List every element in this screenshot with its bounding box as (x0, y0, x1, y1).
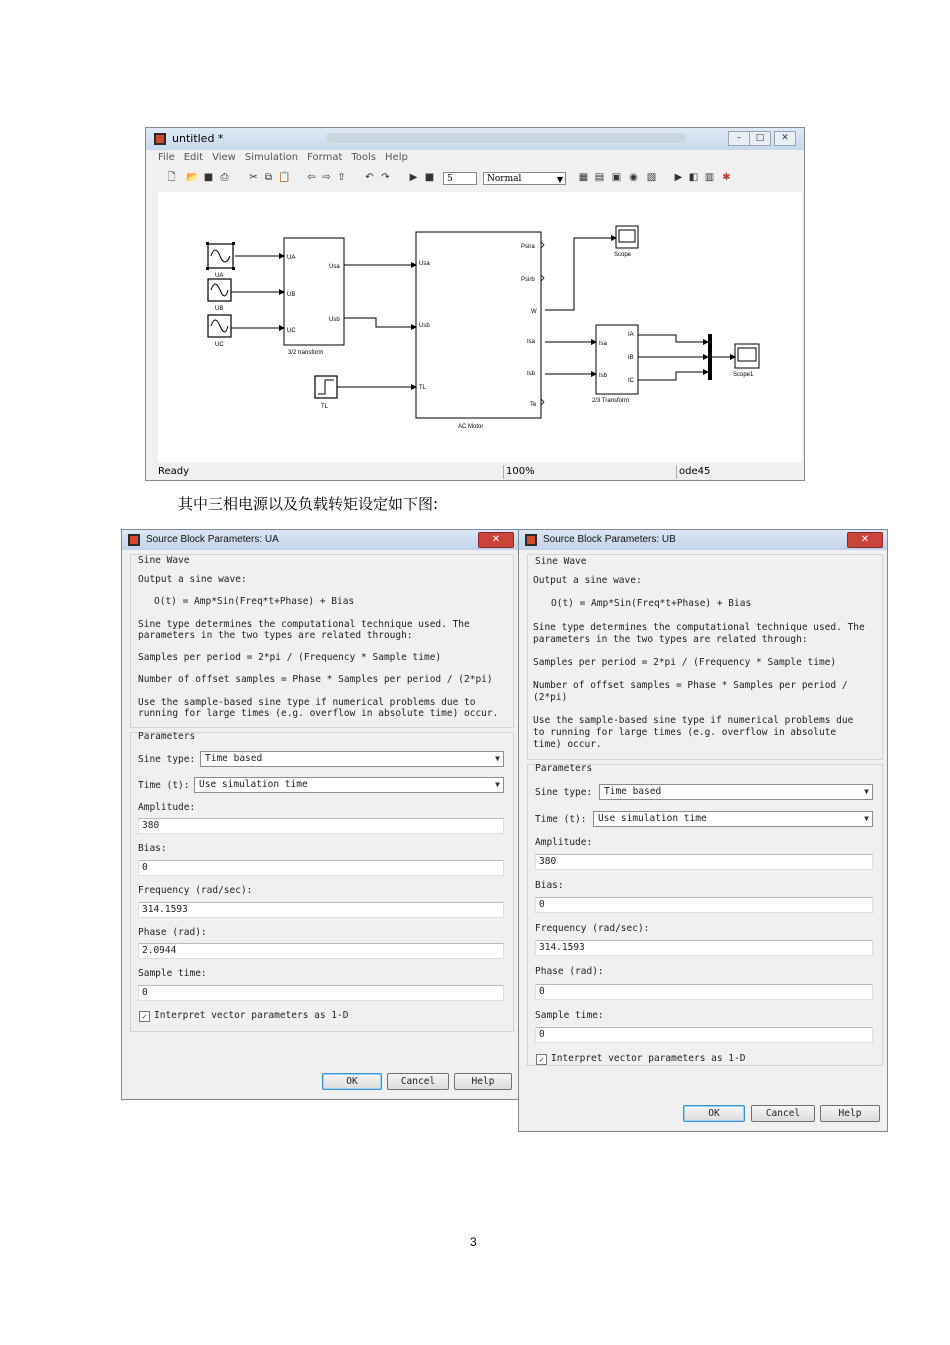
block-diagram (158, 192, 802, 462)
label-ua: UA (215, 273, 224, 279)
status-bar (146, 464, 804, 480)
sample-time-input[interactable]: 0 (138, 985, 504, 1001)
close-button[interactable]: ✕ (847, 532, 883, 548)
dialog-title: Source Block Parameters: UA (146, 534, 279, 545)
block-type-label: Sine Wave (535, 556, 587, 567)
motor-in-tl: TL (419, 385, 427, 391)
matlab-app-icon (128, 534, 140, 546)
menu-bar (158, 152, 417, 163)
sample-time-label: Sample time: (138, 968, 207, 979)
sample-time-input[interactable]: 0 (535, 1027, 873, 1043)
sine-block-uc[interactable] (208, 315, 231, 337)
caption-text: 其中三相电源以及负载转矩设定如下图: (178, 495, 439, 513)
chevron-down-icon: ▼ (864, 814, 869, 823)
formula-text: O(t) = Amp*Sin(Freq*t+Phase) + Bias (154, 596, 355, 607)
motor-out-psirb: Psirb (521, 277, 535, 283)
desc-line: Number of offset samples = Phase * Samples per period / (2*pi) (138, 674, 493, 685)
save-icon[interactable]: ■ (203, 172, 214, 183)
bias-label: Bias: (535, 880, 564, 891)
label-ub: UB (215, 306, 224, 312)
desc-line: Use the sample-based sine type if numerical problems due to (138, 697, 476, 708)
label-tl: TL (321, 404, 329, 410)
library-icon[interactable]: ▤ (594, 172, 605, 183)
label-scope1: Scope1 (733, 372, 754, 378)
frequency-input[interactable]: 314.1593 (535, 940, 873, 956)
bias-input[interactable]: 0 (138, 860, 504, 876)
status-divider (503, 465, 504, 479)
time-label: Time (t): (535, 814, 587, 825)
phase-label: Phase (rad): (138, 927, 207, 938)
time-select[interactable] (194, 777, 504, 793)
time-value: Use simulation time (598, 813, 707, 824)
desc-line: Sine type determines the computational technique used. The (533, 622, 865, 633)
status-ready: Ready (158, 466, 190, 477)
redo-icon[interactable]: ↷ (381, 172, 390, 183)
sine-type-value: Time based (205, 753, 263, 764)
build-icon[interactable]: ▦ (578, 172, 589, 183)
t32-out-usa: Usa (329, 264, 340, 270)
debug-icon[interactable]: ◉ (629, 172, 638, 183)
desc-line: parameters in the two types are related through: (533, 634, 808, 645)
formula-text: O(t) = Amp*Sin(Freq*t+Phase) + Bias (551, 598, 752, 609)
parameters-label: Parameters (535, 763, 593, 774)
motor-in-usa: Usa (419, 261, 430, 267)
cut-icon[interactable]: ✂ (249, 172, 258, 183)
desc-line: (2*pi) (533, 692, 568, 703)
dialog-title-bar (122, 530, 518, 550)
desc-line: Samples per period = 2*pi / (Frequency * Sample time) (533, 657, 837, 668)
menu-simulation[interactable]: Simulation (244, 152, 299, 163)
motor-out-isa: Isa (527, 339, 536, 345)
dialog-title: Source Block Parameters: UB (543, 534, 676, 545)
chevron-down-icon: ▼ (556, 175, 563, 184)
desc-line: Use the sample-based sine type if numerical problems due (533, 715, 854, 726)
model-canvas[interactable] (158, 192, 802, 462)
label-2-3-transform: 2/3 Transform (592, 398, 630, 404)
label-uc: UC (215, 342, 224, 348)
dialog-ua (121, 529, 519, 1100)
menu-format[interactable]: Format (307, 152, 343, 163)
phase-input[interactable]: 0 (535, 984, 873, 1000)
desc-line: Output a sine wave: (533, 575, 642, 586)
stop-time-input[interactable]: 5 (443, 172, 477, 185)
dialog-ub (518, 529, 888, 1132)
t23-in-isa: Isa (599, 341, 608, 347)
block-type-label: Sine Wave (138, 555, 190, 566)
minimize-button[interactable]: – (728, 131, 750, 146)
frequency-input[interactable]: 314.1593 (138, 902, 504, 918)
interpret-vector-checkbox[interactable]: ✓ (536, 1054, 547, 1065)
toolbar (156, 169, 796, 189)
model-browser-icon[interactable]: ▶ (674, 172, 683, 183)
phase-input[interactable]: 2.0944 (138, 943, 504, 959)
run-icon[interactable]: ▶ (409, 172, 418, 183)
label-scope: Scope (614, 252, 632, 258)
interpret-vector-checkbox[interactable]: ✓ (139, 1011, 150, 1022)
desc-line: Number of offset samples = Phase * Samples per period / (533, 680, 848, 691)
sim-mode-value: Normal (487, 174, 522, 184)
diagnostics-icon[interactable]: ◧ (688, 172, 699, 183)
up-icon[interactable]: ⇧ (337, 172, 346, 183)
menu-help[interactable]: Help (385, 152, 408, 163)
ok-button[interactable]: OK (322, 1073, 382, 1090)
status-solver: ode45 (679, 466, 711, 477)
chevron-down-icon: ▼ (495, 754, 500, 763)
dialog-title-bar (519, 530, 887, 550)
print-icon[interactable]: ⎙ (220, 172, 229, 183)
desc-line: running for large times (e.g. overflow in absolute time) occur. (138, 708, 499, 719)
desc-line: parameters in the two types are related through: (138, 630, 413, 641)
phase-label: Phase (rad): (535, 966, 604, 977)
sine-type-select[interactable] (200, 751, 504, 767)
desc-line: time) occur. (533, 739, 602, 750)
forward-icon[interactable]: ⇨ (322, 172, 331, 183)
frequency-label: Frequency (rad/sec): (535, 923, 650, 934)
label-ac-motor: AC Motor (458, 424, 484, 430)
menu-edit[interactable]: Edit (183, 152, 204, 163)
profiler-icon[interactable]: ▥ (704, 172, 715, 183)
sample-time-label: Sample time: (535, 1010, 604, 1021)
simulink-window (145, 127, 805, 481)
time-select[interactable] (593, 811, 873, 827)
chevron-down-icon: ▼ (495, 780, 500, 789)
interpret-vector-label: Interpret vector parameters as 1-D (551, 1053, 746, 1064)
motor-out-w: W (531, 309, 537, 315)
title-bar (146, 128, 804, 150)
menu-tools[interactable]: Tools (351, 152, 377, 163)
sine-block-ub[interactable] (208, 279, 231, 301)
time-value: Use simulation time (199, 779, 308, 790)
parameters-label: Parameters (138, 731, 196, 742)
help-button[interactable]: Help (820, 1105, 880, 1122)
desc-line: to running for large times (e.g. overflow in absolute (533, 727, 837, 738)
sine-type-value: Time based (604, 786, 662, 797)
bias-input[interactable]: 0 (535, 897, 873, 913)
amplitude-label: Amplitude: (138, 802, 196, 813)
scope1-block[interactable] (735, 344, 759, 368)
menu-file[interactable]: File (158, 152, 175, 163)
paste-icon[interactable]: 📋 (278, 172, 291, 183)
close-button[interactable]: ✕ (478, 532, 514, 548)
page-number: 3 (470, 1235, 477, 1249)
new-icon[interactable]: 🗋 (167, 172, 176, 183)
stateflow-icon[interactable]: ✱ (722, 172, 731, 183)
t32-in-ub: UB (287, 292, 296, 298)
simulink-app-icon (154, 133, 166, 145)
model-advisor-icon[interactable]: ▧ (646, 172, 657, 183)
sine-type-label: Sine type: (138, 754, 196, 765)
amplitude-label: Amplitude: (535, 837, 593, 848)
matlab-app-icon (525, 534, 537, 546)
motor-out-psira: Psira (521, 244, 535, 250)
motor-out-isb: Isb (527, 371, 536, 377)
status-zoom: 100% (506, 466, 535, 477)
t32-in-uc: UC (287, 328, 296, 334)
label-3-2-transform: 3/2 transform (288, 350, 324, 356)
mux-block[interactable] (708, 334, 712, 380)
interpret-vector-label: Interpret vector parameters as 1-D (154, 1010, 349, 1021)
sine-type-select[interactable] (599, 784, 873, 800)
window-title: untitled * (172, 132, 224, 145)
open-icon[interactable]: 📂 (186, 172, 199, 183)
undo-icon[interactable]: ↶ (365, 172, 374, 183)
scope-block[interactable] (616, 226, 638, 248)
copy-icon[interactable]: ⧉ (264, 172, 273, 183)
sim-mode-select[interactable] (483, 172, 566, 185)
t23-out-ib: IB (628, 355, 634, 361)
block-ac-motor[interactable] (416, 232, 541, 418)
motor-in-usb: Usb (419, 323, 430, 329)
status-divider (676, 465, 677, 479)
back-icon[interactable]: ⇦ (307, 172, 316, 183)
t32-out-usb: Usb (329, 317, 340, 323)
stop-icon[interactable]: ■ (424, 172, 435, 183)
frequency-label: Frequency (rad/sec): (138, 885, 253, 896)
time-label: Time (t): (138, 780, 190, 791)
bias-label: Bias: (138, 843, 167, 854)
ok-button[interactable]: OK (683, 1105, 745, 1122)
t23-in-isb: Isb (599, 373, 608, 379)
t32-in-ua: UA (287, 255, 296, 261)
step-block-tl[interactable] (315, 376, 337, 398)
close-button[interactable]: ✕ (774, 131, 796, 146)
desc-line: Sine type determines the computational technique used. The (138, 619, 470, 630)
sine-block-ua[interactable] (206, 242, 235, 270)
desc-line: Output a sine wave: (138, 574, 247, 585)
help-button[interactable]: Help (454, 1073, 512, 1090)
cancel-button[interactable]: Cancel (751, 1105, 815, 1122)
chevron-down-icon: ▼ (864, 787, 869, 796)
desc-line: Samples per period = 2*pi / (Frequency * Sample time) (138, 652, 442, 663)
cancel-button[interactable]: Cancel (387, 1073, 449, 1090)
blurred-title-text (326, 133, 686, 143)
t23-out-ic: IC (628, 378, 634, 384)
motor-out-te: Te (530, 402, 537, 408)
explorer-icon[interactable]: ▣ (611, 172, 622, 183)
t23-out-ia: IA (628, 332, 634, 338)
menu-view[interactable]: View (212, 152, 236, 163)
sine-type-label: Sine type: (535, 787, 593, 798)
amplitude-input[interactable]: 380 (535, 854, 873, 870)
amplitude-input[interactable]: 380 (138, 818, 504, 834)
maximize-button[interactable]: □ (749, 131, 771, 146)
